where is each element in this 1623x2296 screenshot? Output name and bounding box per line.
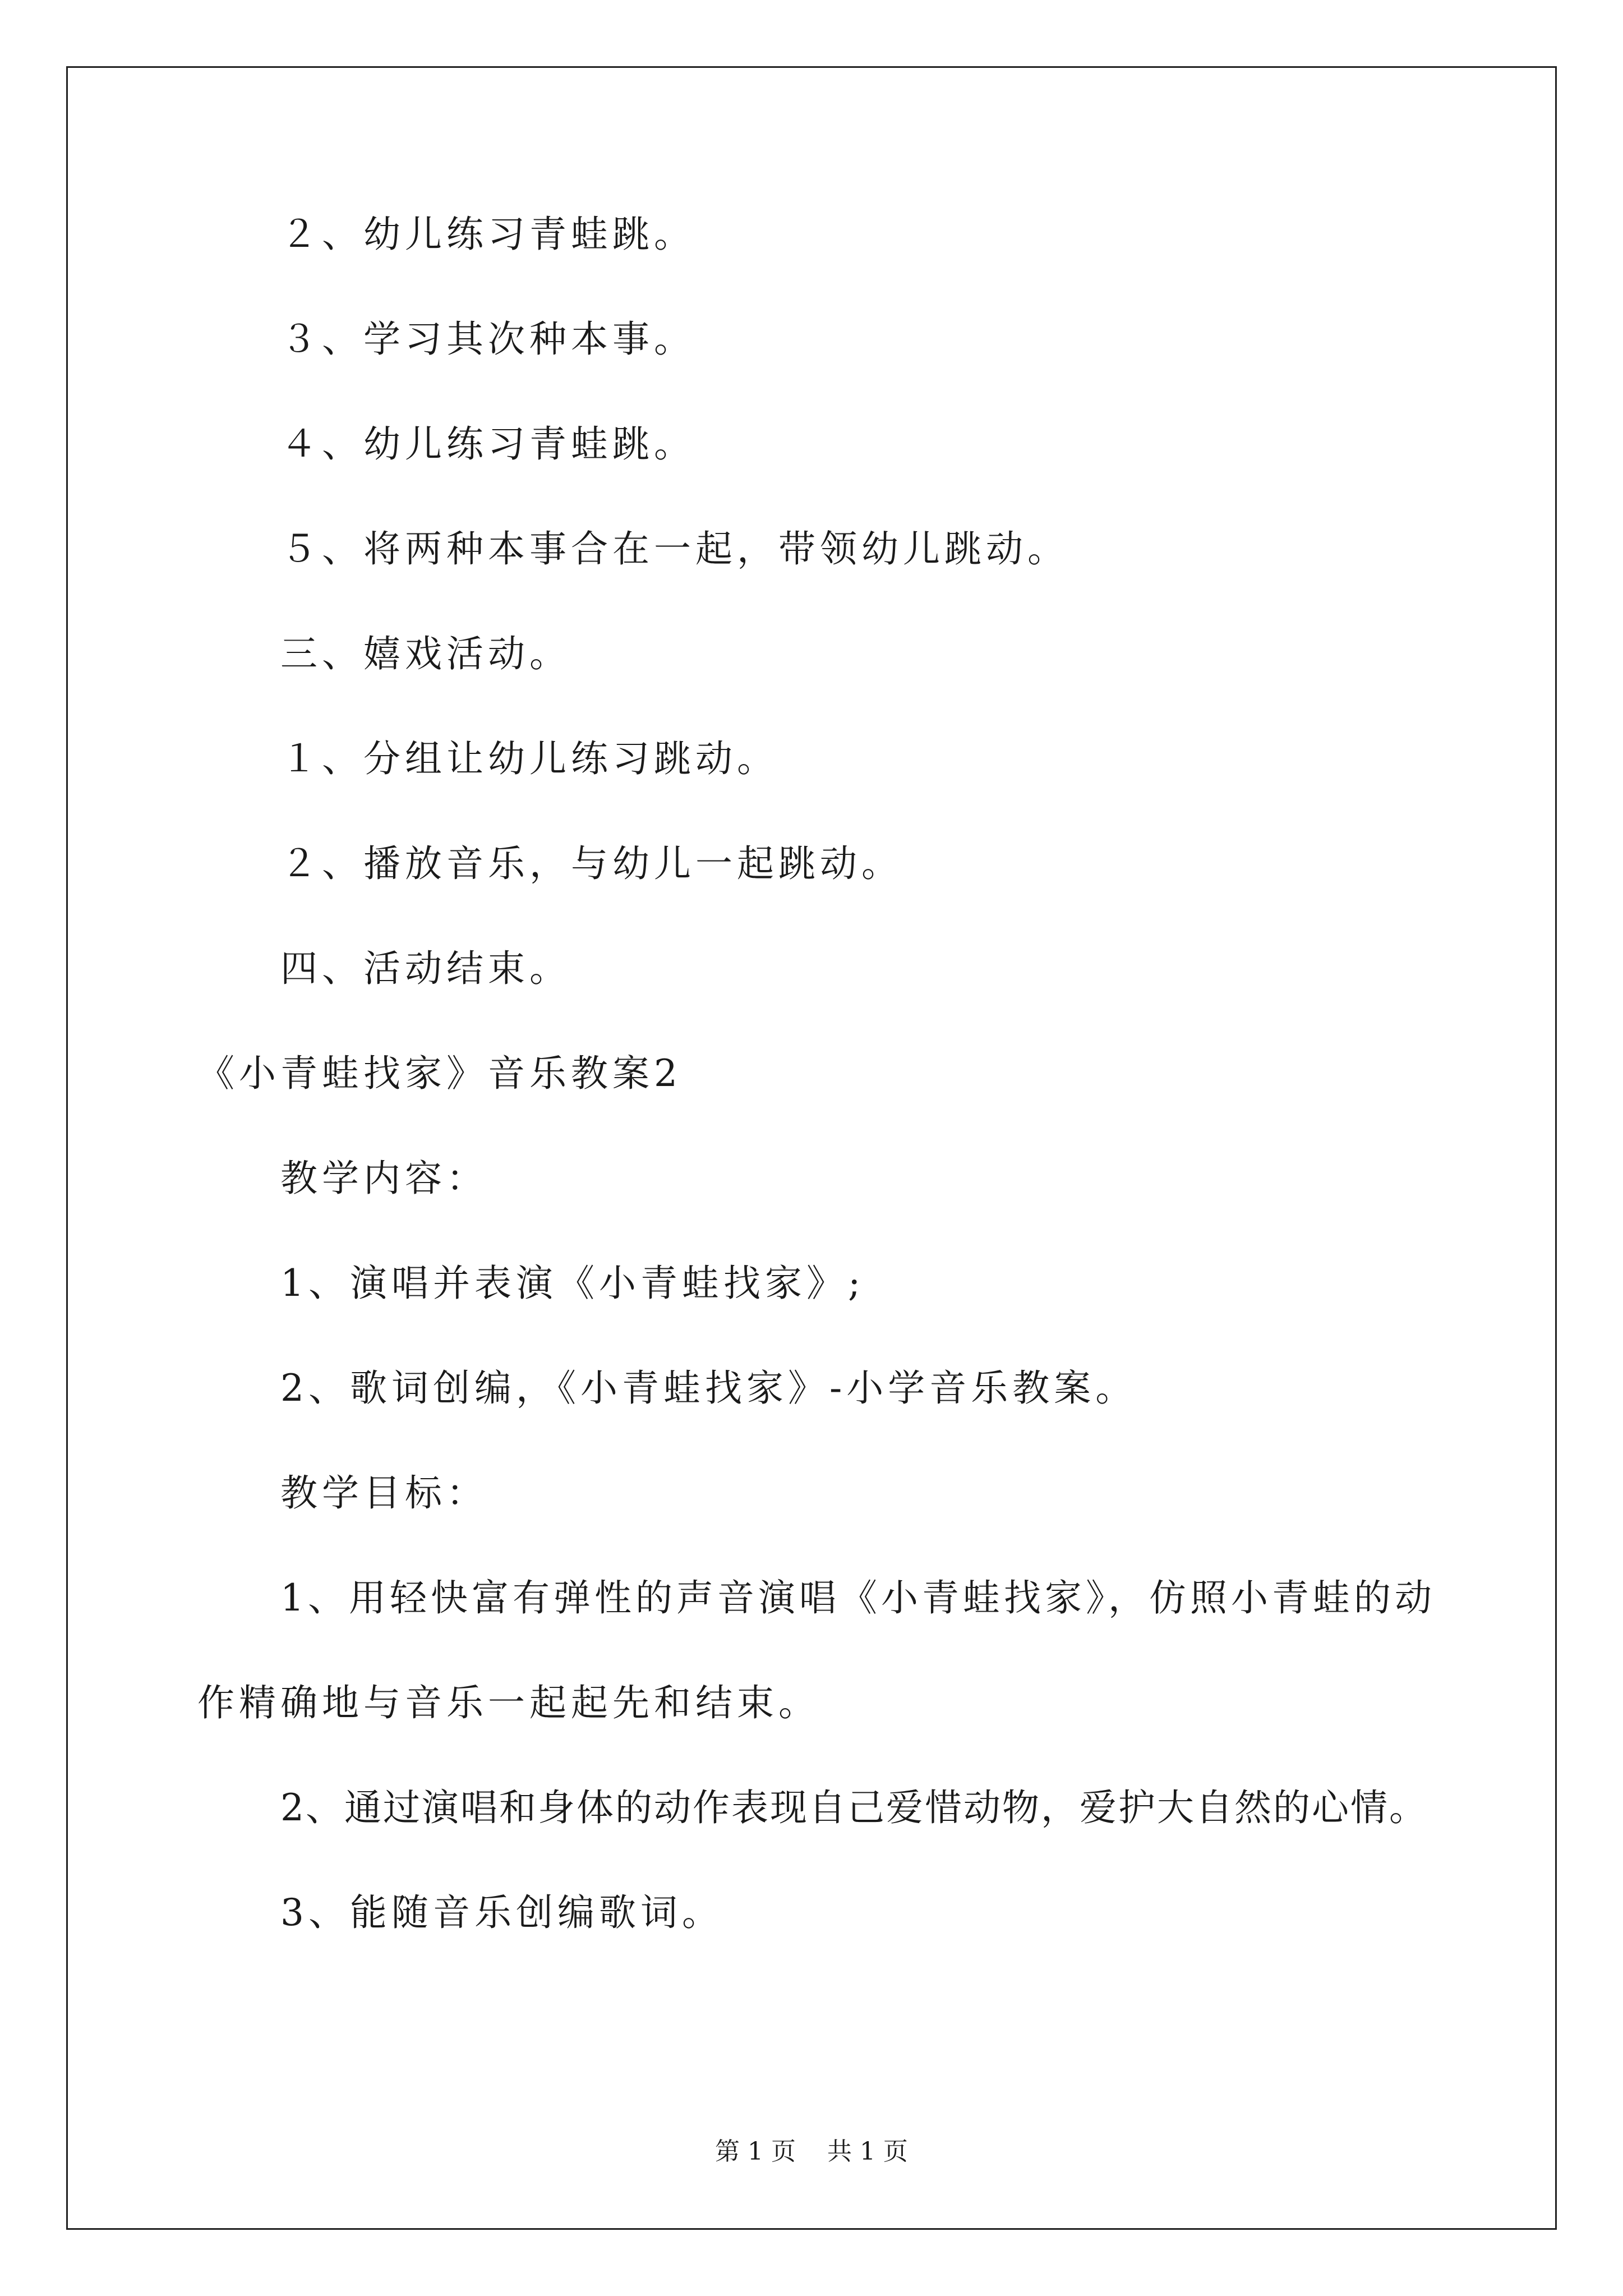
text-line-13: 教学目标： [280,1471,488,1515]
text-line-14: 1、用轻快富有弹性的声音演唱《小青蛙找家》，仿照小青蛙的动 [280,1576,1436,1619]
text-line-15: 作精确地与音乐一起起先和结束。 [197,1681,820,1724]
text-line-10: 教学内容： [280,1157,488,1200]
text-line-3: ４、幼儿练习青蛙跳。 [280,422,695,466]
text-line-12: 2、歌词创编，《小青蛙找家》-小学音乐教案。 [280,1366,1137,1410]
text-line-5: 三、嬉戏活动。 [280,632,571,675]
text-line-1: ２、幼儿练习青蛙跳。 [280,213,695,256]
text-line-7: ２、播放音乐，与幼儿一起跳动。 [280,842,903,885]
text-line-17: 3、能随音乐创编歌词。 [280,1891,723,1934]
text-line-8: 四、活动结束。 [280,947,571,990]
text-line-16: 2、通过演唱和身体的动作表现自己爱惜动物，爱护大自然的心情。 [280,1786,1428,1829]
text-line-11: 1、演唱并表演《小青蛙找家》; [280,1262,865,1305]
page-number-footer: 第 1 页 共 1 页 [715,2137,908,2166]
text-line-2: ３、学习其次种本事。 [280,318,695,361]
section-heading: 《小青蛙找家》音乐教案2 [197,1052,682,1095]
text-line-6: １、分组让幼儿练习跳动。 [280,737,778,780]
text-line-4: ５、将两种本事合在一起，带领幼儿跳动。 [280,527,1069,570]
